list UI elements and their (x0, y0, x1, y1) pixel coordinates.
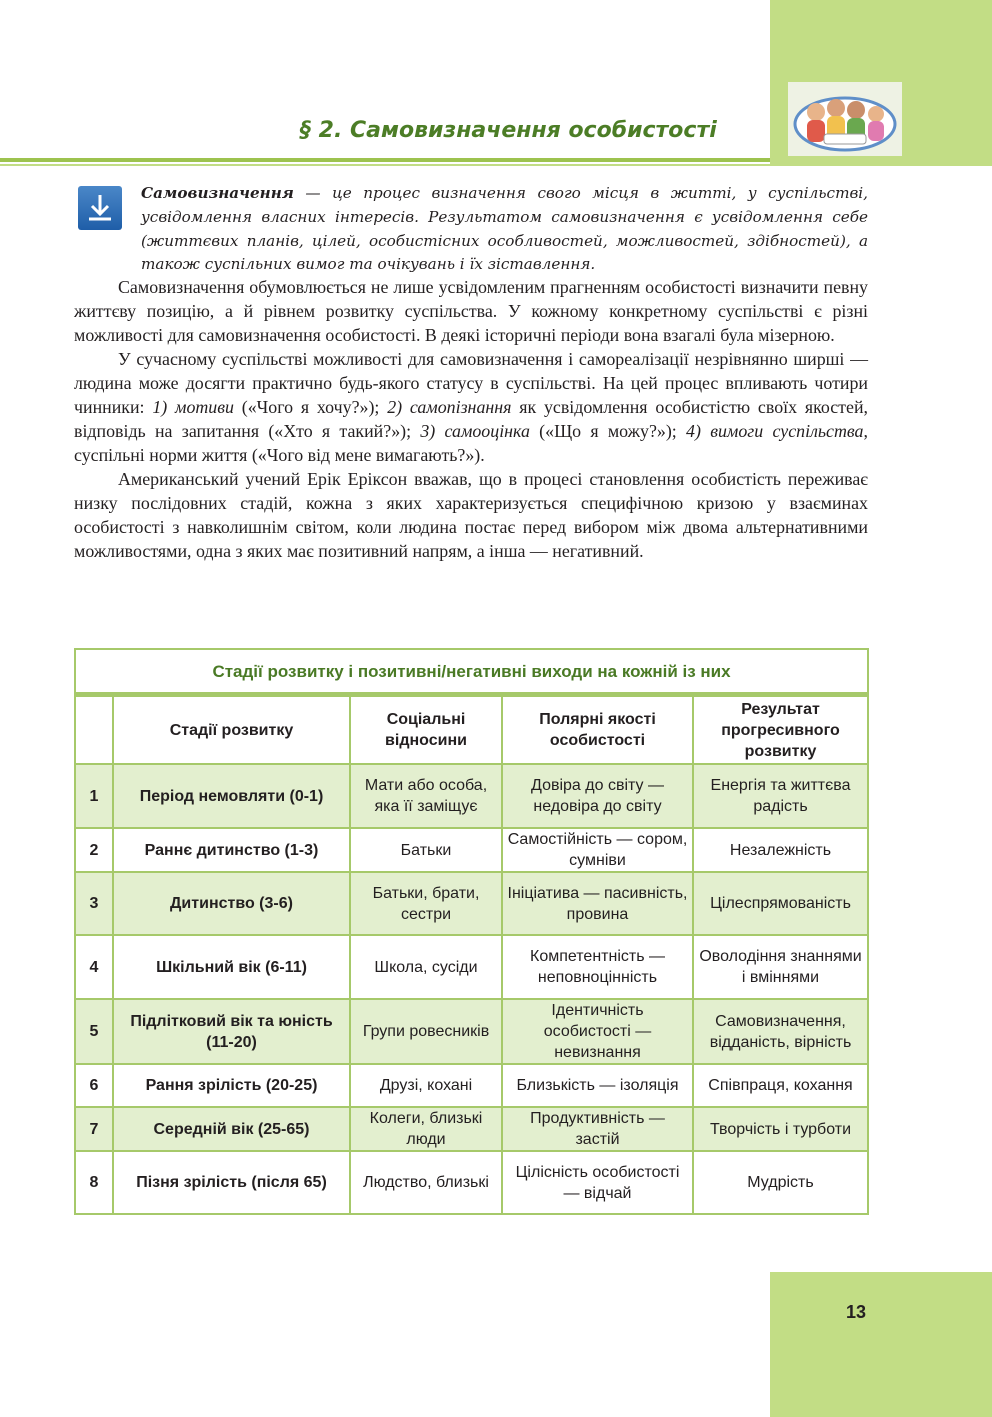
header-cell-stage: Стадії розвитку (113, 695, 350, 765)
row-number: 3 (75, 872, 113, 935)
stage-cell: Підлітковий вік та юність (11-20) (113, 999, 350, 1064)
row-number: 7 (75, 1107, 113, 1151)
factor-2: 2) самопізнання (387, 397, 512, 417)
paragraph-1: Самовизначення обумовлюється не лише усвідомленим прагненням особистості визначити певну життєву позицію, а й рівнем розвитку суспільства. У кожному конкретному суспільстві є різні можливості для самовизначення особистості. В деякі історичні періоди вона взагалі була мізерною. (74, 277, 868, 345)
relations-cell: Людство, близькі (350, 1151, 502, 1214)
qualities-cell: Продуктивність — застій (502, 1107, 693, 1151)
stage-cell: Середній вік (25-65) (113, 1107, 350, 1151)
row-number: 2 (75, 828, 113, 872)
definition-block (141, 182, 868, 277)
result-cell: Співпраця, кохання (693, 1064, 868, 1107)
result-cell: Оволодіння знаннями і вміннями (693, 935, 868, 999)
header-cell-qualities: Полярні якості особистості (502, 695, 693, 765)
table-caption: Стадії розвитку і позитивні/негативні виходи на кожній із них (75, 649, 868, 695)
stages-table (74, 648, 869, 1215)
qualities-cell: Близькість — ізоляція (502, 1064, 693, 1107)
header-cell-result: Результат прогресивного розвитку (693, 695, 868, 765)
result-cell: Енергія та життєва радість (693, 764, 868, 828)
table-row (75, 935, 868, 999)
table-header-row (75, 695, 868, 765)
row-number: 5 (75, 999, 113, 1064)
table-row (75, 872, 868, 935)
table-row (75, 1151, 868, 1214)
table-row (75, 764, 868, 828)
relations-cell: Батьки (350, 828, 502, 872)
page-number: 13 (846, 1302, 867, 1322)
qualities-cell: Довіра до світу — недовіра до світу (502, 764, 693, 828)
stage-cell: Рання зрілість (20-25) (113, 1064, 350, 1107)
row-number: 4 (75, 935, 113, 999)
qualities-cell: Самостійність — сором, сумніви (502, 828, 693, 872)
paragraph-3: Американський учений Ерік Еріксон вважав, що в процесі становлення особистість переживає низку послідовних стадій, кожна з яких характеризується специфічною кризою у взаєминах особистості з навколишнім світом, коли людина постає перед вибором між двома альтернативними можливостями, одна з яких має позитивний напрям, а інша — негативний. (74, 469, 868, 561)
table-row (75, 828, 868, 872)
result-cell: Мудрість (693, 1151, 868, 1214)
result-cell: Незалежність (693, 828, 868, 872)
section-title: § 2. Самовизначення особистості (300, 118, 717, 143)
stage-cell: Період немовляти (0-1) (113, 764, 350, 828)
header-cell-relations: Соціальні відносини (350, 695, 502, 765)
stage-cell: Дитинство (3-6) (113, 872, 350, 935)
stage-cell: Раннє дитинство (1-3) (113, 828, 350, 872)
table-row (75, 999, 868, 1064)
row-number: 1 (75, 764, 113, 828)
relations-cell: Групи ровесників (350, 999, 502, 1064)
relations-cell: Друзі, кохані (350, 1064, 502, 1107)
row-number: 8 (75, 1151, 113, 1214)
factor-1: 1) мотиви (152, 397, 234, 417)
definition-text: — це процес визначення свого місця в житті, у суспільстві, усвідомлення власних інтересів. Результатом самовизначення є усвідомлення себе (життєвих планів, цілей, особистісних особливостей, можливостей, здібностей), а також суспільних вимог та очікувань і їх зіставлення. (141, 184, 868, 274)
bottom-right-color-block (770, 1272, 992, 1417)
result-cell: Самовизначення, відданість, вірність (693, 999, 868, 1064)
stage-cell: Пізня зрілість (після 65) (113, 1151, 350, 1214)
result-cell: Цілеспрямованість (693, 872, 868, 935)
people-group-illustration (788, 82, 902, 156)
relations-cell: Колеги, близькі люди (350, 1107, 502, 1151)
qualities-cell: Цілісність особистості — відчай (502, 1151, 693, 1214)
table-row (75, 1064, 868, 1107)
header-rule (0, 158, 770, 162)
relations-cell: Школа, сусіди (350, 935, 502, 999)
header-cell-num (75, 695, 113, 765)
result-cell: Творчість і турботи (693, 1107, 868, 1151)
table-row (75, 1107, 868, 1151)
definition-term: Самовизначення (141, 184, 294, 202)
relations-cell: Батьки, брати, сестри (350, 872, 502, 935)
paragraph-2: У сучасному суспільстві можливості для самовизначення і самореалізації незрівнянно ширші — людина може досягти практично будь-якого статусу в суспільстві. На цей процес впливають чотири чинники: 1) мотиви («Чого я хочу?»); 2) самопізнання як усвідомлення особистістю своїх якостей, відповідь на запитання («Хто я такий?»); 3) самооцінка («Що я можу?»); 4) вимоги суспільства, суспільні норми життя («Чого від мене вимагають?»). (74, 349, 868, 465)
factor-4: 4) вимоги суспільства (686, 421, 864, 441)
qualities-cell: Ініціатива — пасивність, провина (502, 872, 693, 935)
download-icon (78, 186, 122, 230)
qualities-cell: Компетентність — неповноцінність (502, 935, 693, 999)
qualities-cell: Ідентичність особистості — невизнання (502, 999, 693, 1064)
row-number: 6 (75, 1064, 113, 1107)
header-rule-thin (0, 164, 992, 166)
factor-3: 3) самооцінка (420, 421, 530, 441)
main-text (74, 275, 868, 563)
stage-cell: Шкільний вік (6-11) (113, 935, 350, 999)
relations-cell: Мати або особа, яка її заміщує (350, 764, 502, 828)
